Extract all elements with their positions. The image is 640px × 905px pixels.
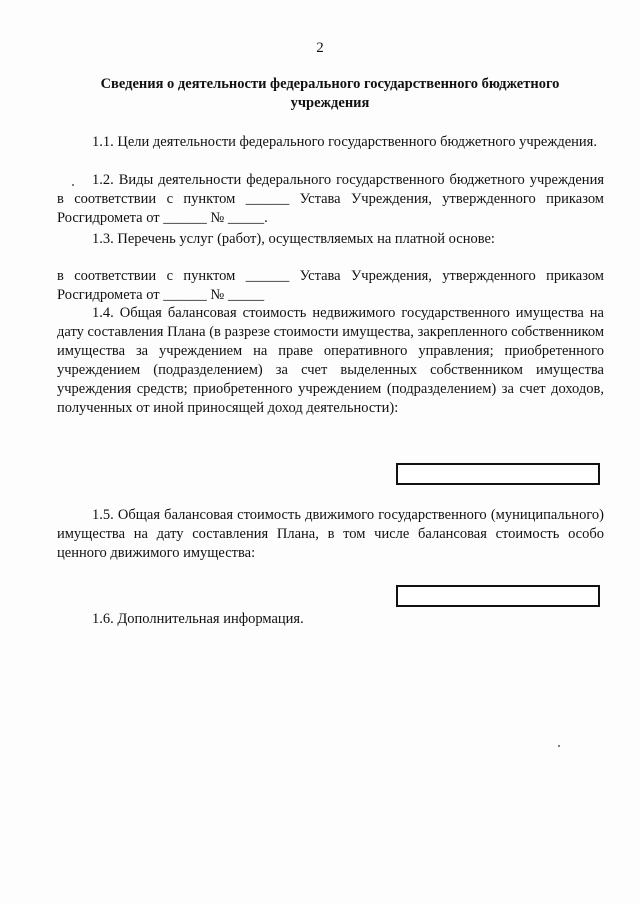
section-1-3: 1.3. Перечень услуг (работ), осуществляемых на платной основе: [92,231,495,247]
scan-speck [558,745,560,747]
page-number: 2 [316,40,324,56]
scan-speck [72,184,74,186]
movable-property-value-box[interactable] [396,585,600,607]
section-1-5: 1.5. Общая балансовая стоимость движимого государственного (муниципального) имущества на дату составления Плана, в том числе балансовая стоимость особо ценного движимого имущества: [57,507,604,561]
immovable-property-value-box[interactable] [396,463,600,485]
section-1-4: 1.4. Общая балансовая стоимость недвижимого государственного имущества на дату составления Плана (в разрезе стоимости имущества, закрепленного собственником имущества за учреждением на праве оперативного управления; приобретенного учреждением (подразделением) за счет выделенных собственником имущества учреждения средств; приобретенного учреждением (подразделением) за счет доходов, полученных от иной приносящей доход деятельности): [57,305,604,416]
document-title: Сведения о деятельности федерального государственного бюджетного учреждения [100,76,560,111]
section-1-1: 1.1. Цели деятельности федерального государственного бюджетного учреждения. [92,134,597,150]
section-1-2: 1.2. Виды деятельности федерального государственного бюджетного учреждения в соответствии с пунктом ______ Устава Учреждения, утвержденного приказом Росгидромета от ______ № _____. [57,172,604,226]
section-1-6: 1.6. Дополнительная информация. [92,611,304,627]
section-1-3-detail: в соответствии с пунктом ______ Устава Учреждения, утвержденного приказом Росгидромета от ______ № _____ [57,268,604,303]
